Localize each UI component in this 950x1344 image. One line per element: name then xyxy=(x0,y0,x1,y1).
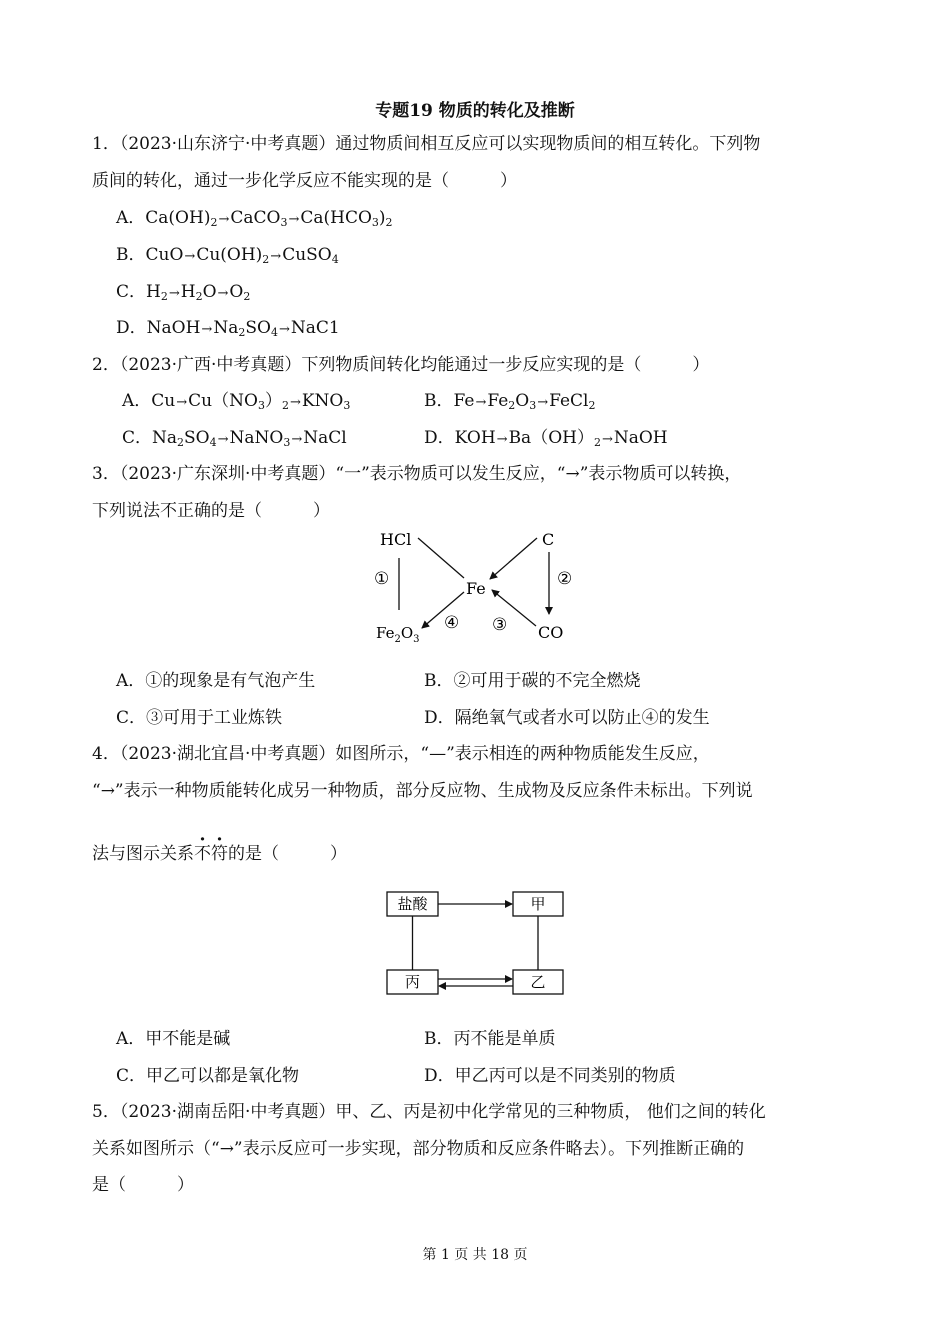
q2-option-a-label: A． xyxy=(122,391,152,411)
q2-option-b: B．$Fe\to Fe_2O_3\to FeCl_2$ xyxy=(424,391,596,412)
q1-option-a: A．$Ca(OH)_2\to CaCO_3\to Ca(HCO_3)_2$ xyxy=(116,208,393,229)
page-title: 专题19 物质的转化及推断 xyxy=(375,101,575,121)
q2-option-d-label: D． xyxy=(424,428,455,448)
q2-stem: 2．（2023·广西·中考真题）下列物质间转化均能通过一步反应实现的是（ ） xyxy=(92,355,710,375)
q4-stem-line2: “→”表示一种物质能转化成另一种物质，部分反应物、生成物及反应条件未标出。下列说 xyxy=(92,781,753,801)
q4-relation-diagram xyxy=(380,886,570,1000)
q2-option-a: A．$Cu\to Cu(NO_3)_2\to KNO_3$ xyxy=(122,391,351,412)
q3-option-d: D．隔绝氧气或者水可以防止④的发生 xyxy=(424,708,710,728)
q5-stem-line3: 是（ ） xyxy=(92,1175,194,1195)
box-hydrochloric-acid-label: 盐酸 xyxy=(397,895,428,913)
q2-option-b-label: B． xyxy=(424,391,454,411)
diagram-hcl-label: HCl xyxy=(380,530,412,549)
q4-option-a: A．甲不能是碱 xyxy=(116,1029,231,1049)
diagram-c-label: C xyxy=(542,530,555,549)
q4-stem-line3-part2: 的是（ ） xyxy=(228,844,347,864)
q3-stem-line2: 下列说法不正确的是（ ） xyxy=(92,501,330,521)
q5-stem-line1: 5．（2023·湖南岳阳·中考真题）甲、乙、丙是初中化学常见的三种物质， 他们之间的转化 xyxy=(92,1102,766,1122)
q4-stem-line1: 4．（2023·湖北宜昌·中考真题）如图所示，“—”表示相连的两种物质能发生反应， xyxy=(92,744,710,764)
q2-option-d: D．$KOH\to Ba(OH)_2\to NaOH$ xyxy=(424,428,668,449)
hcl-fe-line xyxy=(418,538,464,578)
diagram-num-1: ① xyxy=(374,569,390,589)
q4-stem-line3-part1: 法与图示关系 xyxy=(92,844,194,864)
q2-option-c-label: C． xyxy=(122,428,153,448)
box-yi-label: 乙 xyxy=(530,973,546,991)
q1-option-d: D．$NaOH\to Na_2SO_4\to NaC1$ xyxy=(116,318,340,339)
q3-option-a: A．①的现象是有气泡产生 xyxy=(116,671,316,691)
q1-option-b-label: B． xyxy=(116,245,146,265)
q1-option-c-label: C． xyxy=(116,282,147,302)
diagram-num-3: ③ xyxy=(492,615,508,635)
q4-emphasis-char-2: 符 xyxy=(211,844,228,864)
diagram-co-label: CO xyxy=(538,623,564,642)
q1-stem-line1: 1．（2023·山东济宁·中考真题）通过物质间相互反应可以实现物质间的相互转化。下列物 xyxy=(92,134,761,154)
q2-option-c: C．$Na_2SO_4\to NaNO_3\to NaCl$ xyxy=(122,428,347,449)
q3-stem-line1: 3．（2023·广东深圳·中考真题）“一”表示物质可以发生反应，“→”表示物质可以转换， xyxy=(92,464,742,484)
q4-stem-line3 xyxy=(92,842,347,866)
q5-stem-line2: 关系如图所示（“→”表示反应可一步实现，部分物质和反应条件略去）。下列推断正确的 xyxy=(92,1139,745,1159)
box-bing-label: 丙 xyxy=(404,973,421,991)
q3-option-b: B．②可用于碳的不完全燃烧 xyxy=(424,671,641,691)
box-jia-label: 甲 xyxy=(530,895,546,913)
c-to-fe-arrow xyxy=(490,538,537,579)
q4-emphasis-char-1: 不 xyxy=(194,844,211,864)
q1-option-b: B．$CuO\to Cu(OH)_2\to CuSO_4$ xyxy=(116,245,339,266)
page-footer: 第 1 页 共 18 页 xyxy=(422,1247,528,1263)
diagram-num-4: ④ xyxy=(444,613,460,633)
q4-option-c: C．甲乙可以都是氧化物 xyxy=(116,1066,300,1086)
q1-stem-line2: 质间的转化，通过一步化学反应不能实现的是（ ） xyxy=(92,171,517,191)
q1-option-c: C．$H_2\to H_2O\to O_2$ xyxy=(116,282,251,303)
q3-iron-diagram xyxy=(360,522,600,650)
q1-option-a-label: A． xyxy=(116,208,146,228)
q3-option-c: C．③可用于工业炼铁 xyxy=(116,708,283,728)
diagram-fe-label: Fe xyxy=(466,579,486,598)
q4-option-b: B．丙不能是单质 xyxy=(424,1029,556,1049)
diagram-num-2: ② xyxy=(557,569,573,589)
diagram-fe2o3-label: $Fe_2O_3$ xyxy=(376,624,420,645)
q1-option-d-label: D． xyxy=(116,318,147,338)
q4-option-d: D．甲乙丙可以是不同类别的物质 xyxy=(424,1066,676,1086)
